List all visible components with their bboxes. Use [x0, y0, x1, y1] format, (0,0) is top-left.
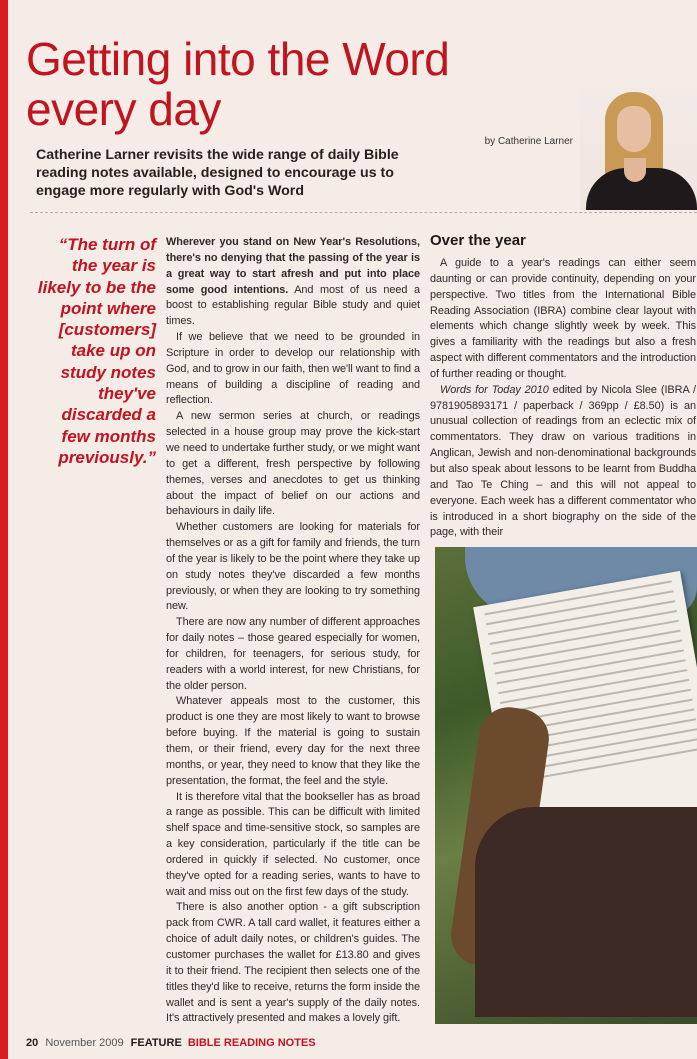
issue-date: November 2009	[45, 1037, 124, 1049]
page-number: 20	[26, 1037, 39, 1049]
lead-bold: Wherever you stand on New Year's Resolutions, there's no denying that the passing of the year is a great way to start afresh and put into place some good intentions.	[166, 236, 420, 296]
lead-rest: And most of us need a boost to establishing regular Bible study and quiet times.	[166, 283, 420, 328]
paragraph: There is also another option - a gift subscription pack from CWR. A tall card wallet, it features either a choice of adult daily notes, or children's guides. The customer purchases the wallet for £13.80 and gives it to their friend. The recipient then selects one of the titles they'd like to receive, returns the form inside the wallet and is sent a year's supply of the daily notes. It's attractively presented and makes a lovely gift.	[166, 901, 420, 1025]
lead-paragraph	[166, 235, 420, 330]
pull-quote: “The turn of the year is likely to be the point where [customers] take up on study notes they've discarded a few months previously.”	[37, 235, 156, 467]
page-footer	[26, 1037, 316, 1049]
author-photo	[580, 88, 697, 210]
paragraph: There are now any number of different approaches for daily notes – those geared especially for women, for children, for teenagers, for serious study, for readers with a world interest, for new Christians, for the older person.	[166, 616, 420, 692]
red-margin-bar	[0, 0, 8, 1059]
divider	[30, 212, 697, 213]
right-column	[430, 256, 696, 541]
paragraph: Whatever appeals most to the customer, this product is one they are most likely to want to browse before buying. If the material is going to sustain them, or their friend, every day for the next three months, or year, they need to know that they like the presentation, the format, the feel and the style.	[166, 695, 420, 787]
paragraph: It is therefore vital that the bookseller has as broad a range as possible. This can be difficult with limited shelf space and time-sensitive stock, so samples are a key consideration, particularly if the title can be ordered in quickly if selected. No customer, once they've opted for a reading series, wants to have to wait and miss out on the first few days of the study.	[166, 790, 420, 898]
standfirst: Catherine Larner revisits the wide range of daily Bible reading notes available, designed to encourage us to engage more regularly with God's Word	[36, 147, 399, 199]
section-heading: Over the year	[430, 232, 526, 249]
middle-column	[166, 235, 420, 1027]
section-label: BIBLE READING NOTES	[187, 1037, 316, 1049]
book-title: Words for Today 2010	[440, 383, 549, 396]
feature-label: FEATURE	[130, 1037, 182, 1049]
paragraph: A guide to a year's readings can either seem daunting or can provide continuity, depending on your perspective. Two titles from the International Bible Reading Association (IBRA) combine clear layout with elements which change slightly week by week. This gives a familiarity with the readings but also a fresh aspect with different commentators and the introduction of further reading or thought.	[430, 257, 696, 380]
paragraph: Whether customers are looking for materials for themselves or as a gift for family and friends, the turn of the year is likely to be the point where they take up on study notes they've discarded a few months previously, or when they are looking to try something new.	[166, 521, 420, 613]
paragraph: A new sermon series at church, or readings selected in a house group may prove the kick-start we need to undertake further study, or we might want to get a different, fresh perspective by following themes, verses and anecdotes to get us thinking about the impact of belief on our actions and behaviours in daily life.	[166, 410, 420, 518]
bible-reading-photo	[435, 547, 697, 1024]
paragraph	[430, 383, 696, 541]
paragraph-text: edited by Nicola Slee (IBRA / 9781905893171 / paperback / 369pp / £8.50) is an unusual collection of readings from an eclectic mix of commentators. They draw on various traditions in Anglican, Jewish and non-denominational backgrounds but also speak about lessons to be learnt from Buddha and Tao Te Ching – and this will not appeal to everyone. Each week has a different commentator who is introduced in a short biography on the side of the page, with their	[430, 383, 696, 539]
byline: by Catherine Larner	[484, 136, 573, 147]
article-title: Getting into the Word every day	[26, 33, 450, 135]
paragraph: If we believe that we need to be grounded in Scripture in order to develop our relationship with God, and to grow in our faith, then we'll want to find a means of building a discipline of reading and reflection.	[166, 331, 420, 407]
